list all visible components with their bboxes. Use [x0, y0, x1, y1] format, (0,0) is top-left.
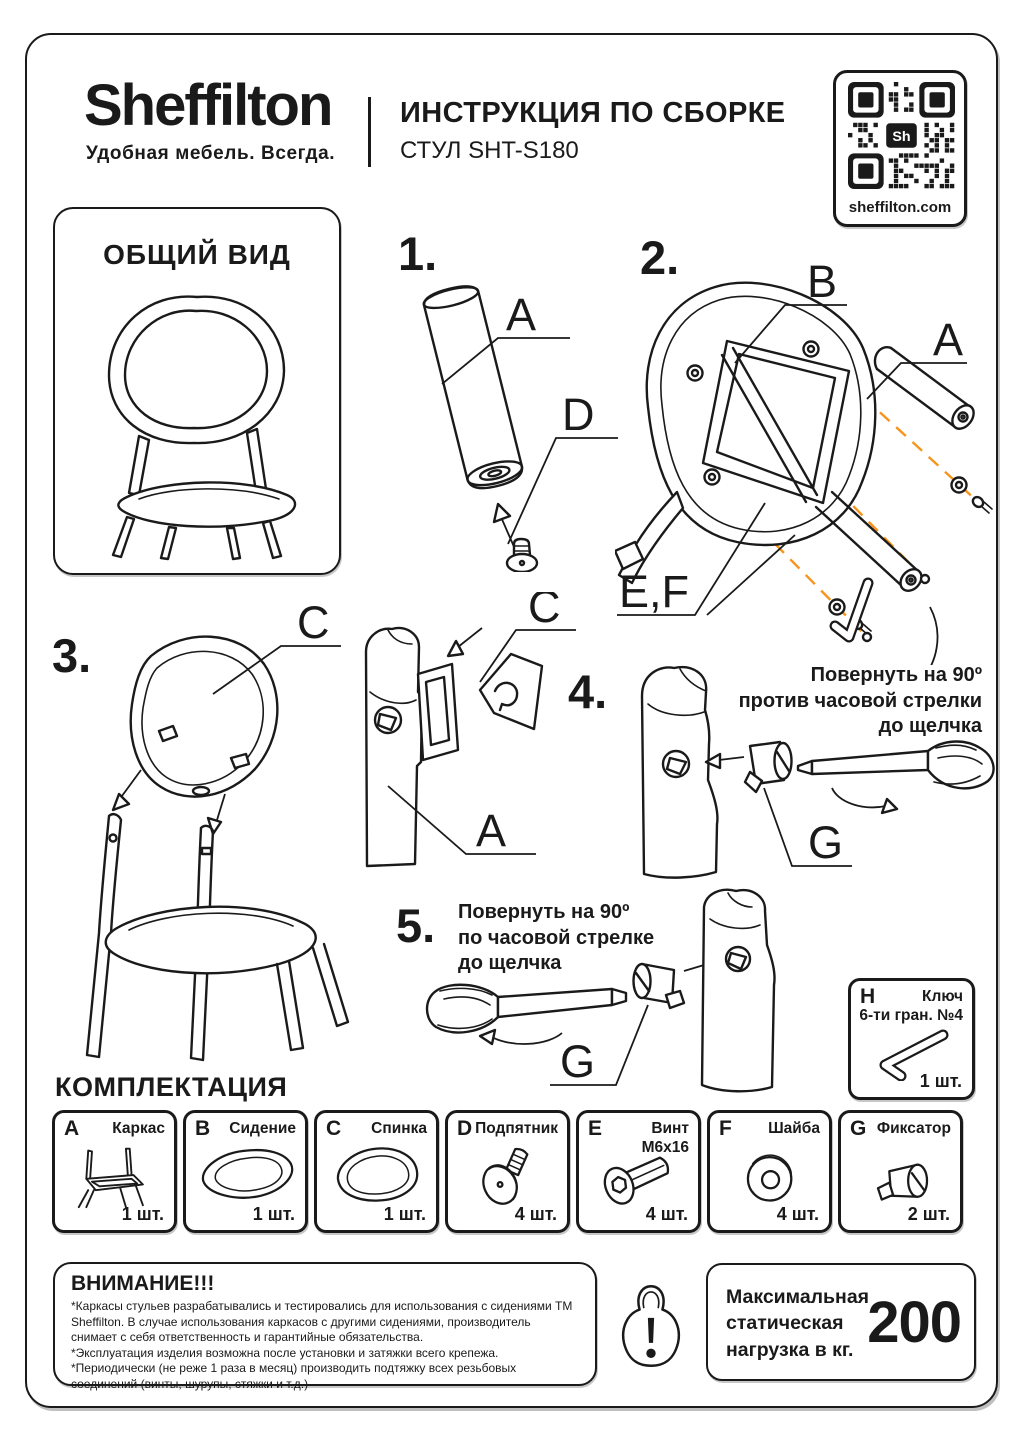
part-qty: 4 шт.: [776, 1204, 819, 1224]
brand-logo: Sheffilton: [84, 73, 332, 138]
detail-label-a: A: [476, 805, 507, 856]
max-load-value: 200: [867, 1290, 961, 1355]
part-box-screw: [576, 1110, 701, 1233]
washer-icon: [712, 1143, 831, 1209]
leg-top-slot: [366, 628, 458, 866]
backrest-icon: [319, 1143, 438, 1209]
step-3-number: 3.: [52, 629, 92, 682]
part-letter: B: [195, 1117, 211, 1140]
warning-title: ВНИМАНИЕ!!!: [71, 1272, 215, 1295]
kettlebell-warning-icon: [612, 1268, 690, 1372]
max-load-label: Максимальная статическая нагрузка в кг.: [726, 1286, 870, 1361]
step-4-instruction: Повернуть на 90º против часовой стрелки до щелчка: [738, 664, 982, 738]
warning-box: [53, 1262, 597, 1391]
step-2-number: 2.: [640, 231, 680, 284]
clip-detail-drawing: [330, 592, 580, 884]
part-qty: 4 шт.: [645, 1204, 688, 1224]
part-name: Сидение: [229, 1120, 296, 1137]
step1-label-a: A: [506, 289, 537, 340]
step-3-drawing: [55, 598, 355, 1068]
document-subtitle: СТУЛ SHT-S180: [400, 137, 579, 164]
part-box-foot-pad: [445, 1110, 570, 1233]
part-name: Подпятник: [475, 1120, 558, 1137]
part-qty: 2 шт.: [907, 1204, 950, 1224]
part-name: Шайба: [768, 1120, 820, 1137]
overview-chair-drawing: [77, 287, 322, 562]
step-4-number: 4.: [568, 665, 608, 718]
part-letter: G: [850, 1117, 867, 1140]
tool-qty: 1 шт.: [919, 1071, 962, 1091]
tool-name: Ключ 6-ти гран. №4: [859, 988, 963, 1024]
seat-icon: [188, 1143, 307, 1209]
rotation-arrow: [490, 1033, 562, 1044]
fixator-part: [634, 964, 685, 1008]
warning-paragraph: *Периодически (не реже 1 раза в месяц) производить подтяжку всех резьбовых соединений (винты, шурупы, стяжки и т.д.): [71, 1361, 517, 1391]
screwdriver: [798, 742, 994, 789]
part-box-frame: [52, 1110, 177, 1233]
part-box-seat: [183, 1110, 308, 1233]
backrest-part: [131, 637, 278, 797]
max-load-box: [706, 1263, 976, 1381]
leg-part: [702, 890, 775, 1091]
step-2-drawing: [615, 245, 1005, 665]
brand-tagline: Удобная мебель. Всегда.: [86, 143, 336, 164]
chair-frame: [87, 814, 348, 1060]
part-name: Винт М6х16: [641, 1120, 689, 1156]
warning-paragraph: *Каркасы стульев разрабатывались и тестировались для использования с сидениями ТМ Sheffilton. В случае использования каркасов с другими сидениями, производитель снимает с себя ответственность и гарантийные обязательства.: [71, 1299, 573, 1345]
step-5-number: 5.: [396, 899, 436, 952]
part-name: Каркас: [112, 1120, 165, 1137]
qr-code-icon: [848, 82, 955, 189]
frame-icon: [57, 1143, 176, 1209]
step2-label-a: A: [933, 314, 964, 365]
part-name: Фиксатор: [876, 1120, 951, 1137]
part-name: Спинка: [371, 1120, 427, 1137]
backrest-tab: [480, 654, 542, 729]
part-qty: 1 шт.: [383, 1204, 426, 1224]
step3-label-c: C: [297, 598, 330, 648]
leg-part: [642, 667, 717, 877]
part-box-backrest: [314, 1110, 439, 1233]
qr-code-box: [833, 70, 967, 227]
tool-letter: H: [860, 985, 876, 1008]
foot-pad-part: [507, 539, 537, 572]
foot-pad-icon: [450, 1143, 569, 1209]
rotation-arrow: [832, 788, 886, 807]
step4-label-g: G: [808, 817, 844, 868]
step-5-drawing: [420, 885, 820, 1100]
part-letter: A: [64, 1117, 80, 1140]
screw-icon: [581, 1147, 700, 1209]
screwdriver: [427, 985, 626, 1033]
step-1-number: 1.: [398, 227, 438, 280]
tool-box-hex-key: [848, 978, 975, 1100]
part-letter: D: [457, 1117, 473, 1140]
qr-center-logo: Sh: [892, 129, 911, 146]
part-letter: E: [588, 1117, 603, 1140]
qr-caption: sheffilton.com: [848, 199, 952, 216]
part-box-washer: [707, 1110, 832, 1233]
step-1-drawing: [390, 282, 625, 572]
detail-label-c: C: [528, 592, 561, 632]
fixator-icon: [843, 1143, 962, 1209]
header-divider: [368, 97, 371, 167]
kit-title: КОМПЛЕКТАЦИЯ: [55, 1072, 288, 1102]
hex-key-icon: [835, 583, 937, 665]
step-4-drawing: [620, 660, 1005, 890]
fixator-part: [745, 742, 792, 792]
step2-label-b: B: [807, 256, 838, 307]
step2-label-ef: E,F: [619, 566, 690, 617]
part-letter: C: [326, 1117, 342, 1140]
part-box-fixator: [838, 1110, 963, 1233]
overview-title: ОБЩИЙ ВИД: [103, 239, 291, 270]
part-qty: 1 шт.: [252, 1204, 295, 1224]
step-5-instruction: Повернуть на 90º по часовой стрелке до щелчка: [458, 901, 655, 975]
part-qty: 4 шт.: [514, 1204, 557, 1224]
step1-label-d: D: [562, 389, 595, 440]
part-qty: 1 шт.: [121, 1204, 164, 1224]
step5-label-g: G: [560, 1036, 596, 1087]
warning-paragraph: *Эксплуатация изделия возможна после установки и затяжки всего крепежа.: [71, 1345, 499, 1360]
part-letter: F: [719, 1117, 732, 1140]
overview-box: [53, 207, 341, 575]
document-title: ИНСТРУКЦИЯ ПО СБОРКЕ: [400, 97, 786, 129]
